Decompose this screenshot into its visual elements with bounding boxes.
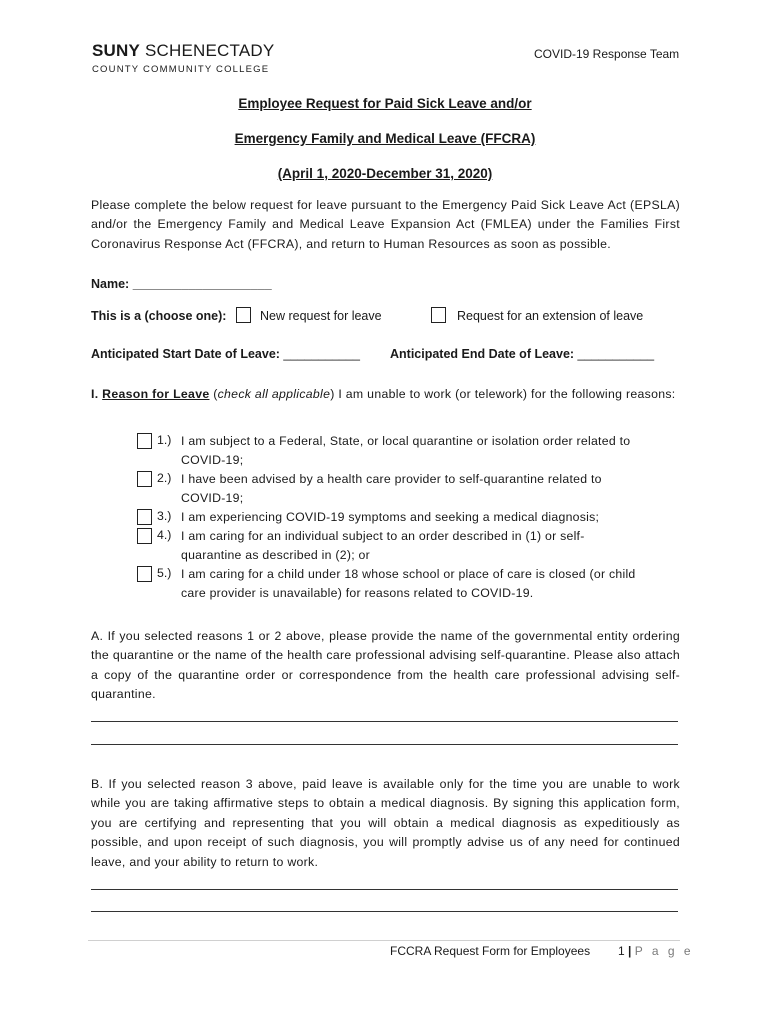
extension-request-checkbox[interactable] [431,307,446,323]
footer-page-indicator [618,944,694,958]
section-a-answer-line-1[interactable] [91,721,678,722]
reason-instruction: check all applicable [217,387,331,401]
page-word: P a g e [634,944,694,958]
start-date-label: Anticipated Start Date of Leave: [91,347,280,361]
reason-1-text: I am subject to a Federal, State, or local quarantine or isolation order related to COVID-19; [181,434,631,467]
college-logo-subtitle: COUNTY COMMUNITY COLLEGE [92,64,270,75]
page-separator: | [628,944,632,958]
footer-divider [88,940,680,941]
reason-5-number: 5.) [157,566,172,580]
response-team-label: COVID-19 Response Team [534,47,680,61]
reason-1-number: 1.) [157,433,172,447]
form-title-line-1: Employee Request for Paid Sick Leave and/or [238,96,532,111]
section-b-answer-line-1[interactable] [91,889,678,890]
name-label: Name: [91,277,130,291]
intro-paragraph: Please complete the below request for leave pursuant to the Emergency Paid Sick Leave Act (EPSLA) and/or the Emergency Family and Medical Leave Expansion Act (FMLEA) under the Families First Coronavirus Response Act (FFCRA), and return to Human Resources as soon as possible. [91,198,680,251]
end-date-field[interactable] [390,347,654,361]
reason-3-text: I am experiencing COVID-19 symptoms and seeking a medical diagnosis; [181,510,600,524]
reason-2-text: I have been advised by a health care provider to self-quarantine related to COVID-19; [181,472,602,505]
form-title-line-2: Emergency Family and Medical Leave (FFCRA) [234,131,536,146]
name-blank[interactable]: ____________________ [132,277,272,291]
reason-intro [91,385,680,404]
reason-3-checkbox[interactable] [137,509,152,525]
new-request-label: New request for leave [260,309,382,323]
footer-form-name: FCCRA Request Form for Employees [390,944,591,958]
start-date-blank[interactable]: ___________ [283,347,360,361]
section-a-answer-line-2[interactable] [91,744,678,745]
extension-request-label: Request for an extension of leave [457,309,644,323]
logo-suny: SUNY [92,41,141,60]
reason-2-checkbox[interactable] [137,471,152,487]
form-title-dates: (April 1, 2020-December 31, 2020) [277,166,493,181]
start-date-field[interactable] [91,347,360,361]
section-a-paragraph: A. If you selected reasons 1 or 2 above, please provide the name of the governmental entity ordering the quarantine or the name of the health care professional advising self-quarantine. Please also attach a copy of the quarantine order or correspondence from the health care professional advising self-quarantine. [91,629,680,702]
end-date-label: Anticipated End Date of Leave: [390,347,575,361]
section-b-paragraph: B. If you selected reason 3 above, paid leave is available only for the time you are unable to work while you are taking affirmative steps to obtain a medical diagnosis. By signing this application form, you are certifying and representing that you will obtain a medical diagnosis as expeditiously as possible, and upon receipt of such diagnosis, you will promptly advise us of any need for continued leave, and your ability to return to work. [91,777,680,869]
section-b-answer-line-2[interactable] [91,911,678,912]
reason-5-text: I am caring for a child under 18 whose school or place of care is closed (or child care provider is unavailable) for reasons related to COVID-19. [181,567,636,600]
reason-4-text: I am caring for an individual subject to an order described in (1) or self-quarantine as described in (2); or [181,529,585,562]
new-request-checkbox[interactable] [236,307,251,323]
reason-5-checkbox[interactable] [137,566,152,582]
reason-4-number: 4.) [157,528,172,542]
reason-intro-rest: ) I am unable to work (or telework) for the following reasons: [330,387,676,401]
reason-2-number: 2.) [157,471,172,485]
reason-numeral: I. [91,387,99,401]
college-logo-name [92,41,274,61]
name-field[interactable] [91,277,272,291]
logo-schenectady: SCHENECTADY [140,41,275,60]
reason-4-checkbox[interactable] [137,528,152,544]
reason-heading: Reason for Leave [102,387,210,401]
page-number: 1 [618,944,625,958]
reason-3-number: 3.) [157,509,172,523]
reason-1-checkbox[interactable] [137,433,152,449]
reason-open-paren: ( [213,387,218,401]
end-date-blank[interactable]: ___________ [577,347,655,361]
request-type-label: This is a (choose one): [91,309,227,323]
